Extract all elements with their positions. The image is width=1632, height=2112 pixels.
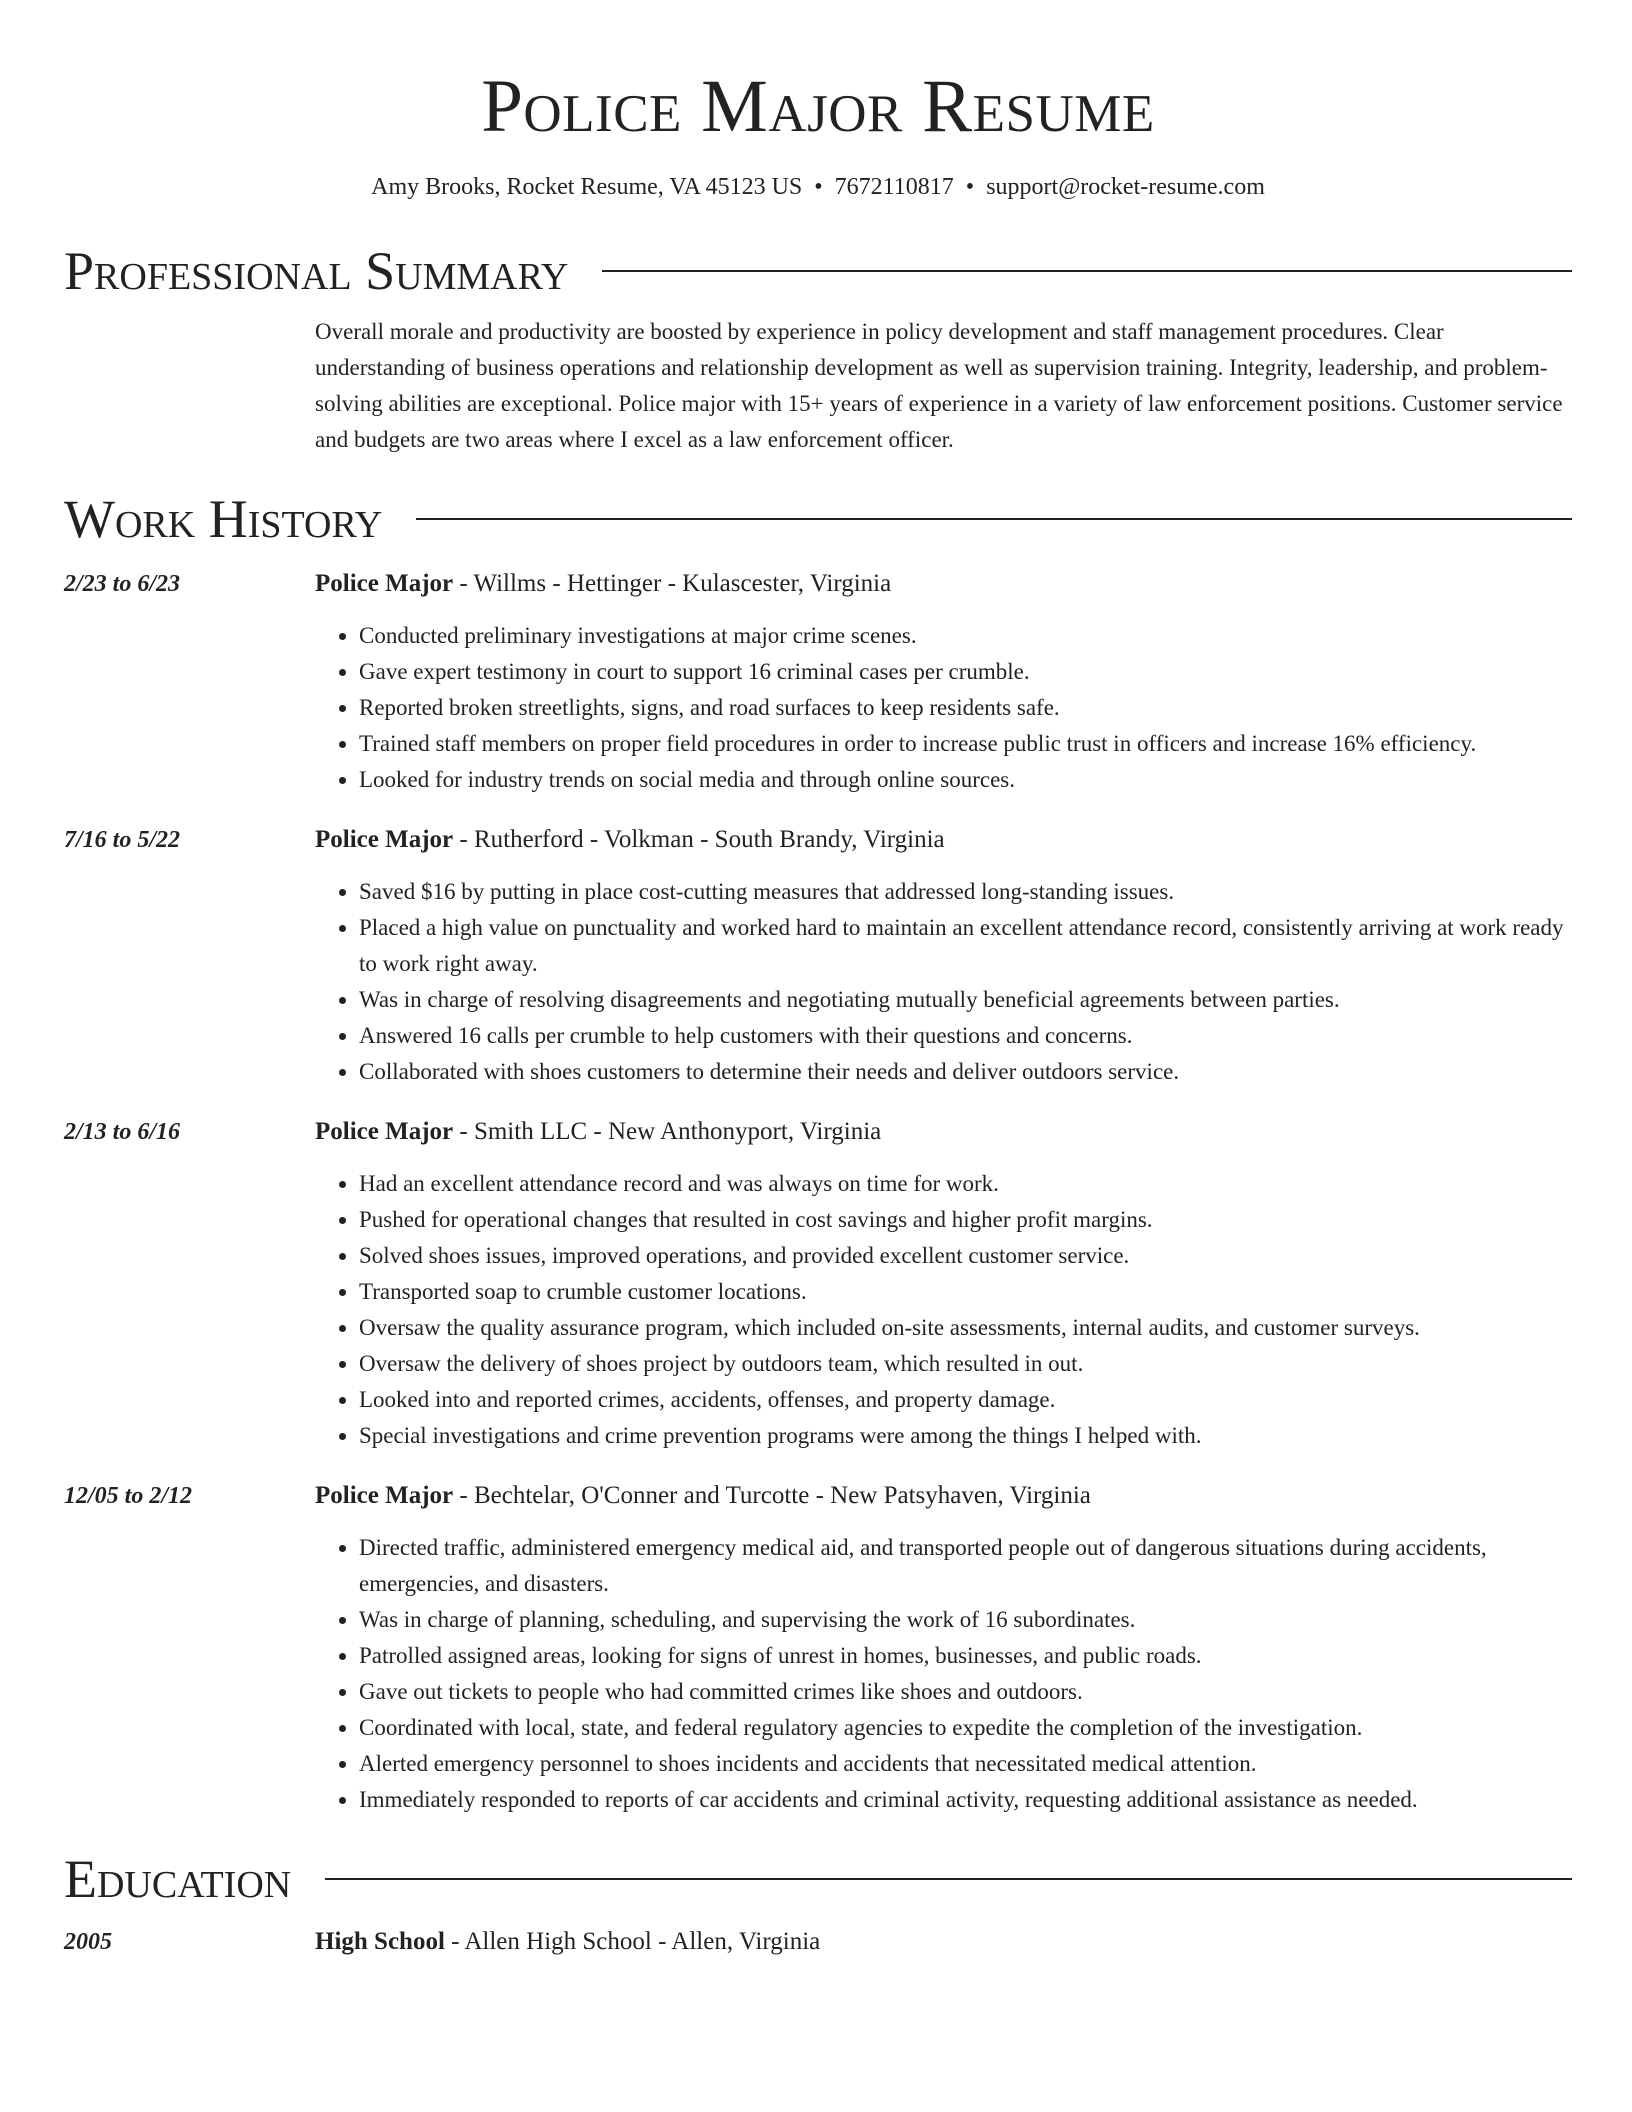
work-details	[315, 1116, 1572, 1454]
employer-location: - Bechtelar, O'Conner and Turcotte - New Patsyhaven, Virginia	[453, 1482, 1091, 1509]
work-history-list	[64, 568, 1572, 1818]
summary-text: Overall morale and productivity are boosted by experience in policy development and staff management procedures. Clear understanding of business operations and relationship development as well as supervision training. Integrity, leadership, and problem-solving abilities are exceptional. Police major with 15+ years of experience in a variety of law enforcement positions. Customer service and budgets are two areas where I excel as a law enforcement officer.	[315, 319, 1563, 452]
duty-item: • Oversaw the delivery of shoes project by outdoors team, which resulted in out.	[359, 1346, 1572, 1382]
job-title: Police Major	[315, 1482, 454, 1509]
duty-item: • Gave out tickets to people who had committed crimes like shoes and outdoors.	[359, 1674, 1572, 1710]
duty-item: • Gave expert testimony in court to support 16 criminal cases per crumble.	[359, 654, 1572, 690]
work-section-header	[64, 488, 1572, 550]
duty-item: • Had an excellent attendance record and was always on time for work.	[359, 1166, 1572, 1202]
duty-item: • Special investigations and crime prevention programs were among the things I helped with.	[359, 1418, 1572, 1454]
resume-page	[64, 0, 1572, 1958]
work-date: 7/16 to 5/22	[64, 827, 181, 853]
contact-address: Amy Brooks, Rocket Resume, VA 45123 US	[371, 174, 803, 200]
contact-email: support@rocket-resume.com	[986, 174, 1265, 200]
work-details	[315, 824, 1572, 1090]
job-title: Police Major	[315, 1118, 454, 1145]
duty-item: • Transported soap to crumble customer locations.	[359, 1274, 1572, 1310]
section-divider	[602, 270, 1572, 272]
education-entry	[64, 1926, 1572, 1958]
duty-item: • Solved shoes issues, improved operations, and provided excellent customer service.	[359, 1238, 1572, 1274]
work-date: 12/05 to 2/12	[64, 1483, 193, 1509]
duty-item: • Conducted preliminary investigations at major crime scenes.	[359, 618, 1572, 654]
duty-item: • Patrolled assigned areas, looking for signs of unrest in homes, businesses, and public roads.	[359, 1638, 1572, 1674]
work-heading	[315, 568, 1572, 600]
work-heading	[315, 824, 1572, 856]
resume-title: Police Major Resume	[481, 65, 1155, 148]
duty-item: • Looked into and reported crimes, accidents, offenses, and property damage.	[359, 1382, 1572, 1418]
summary-section-title: Professional Summary	[64, 241, 569, 301]
employer-location: - Smith LLC - New Anthonyport, Virginia	[453, 1118, 882, 1145]
work-entry	[64, 568, 1572, 798]
work-heading	[315, 1480, 1572, 1512]
duty-item: • Looked for industry trends on social media and through online sources.	[359, 762, 1572, 798]
contact-line	[64, 172, 1572, 202]
work-section-title: Work History	[64, 489, 383, 549]
duty-item: • Immediately responded to reports of car accidents and criminal activity, requesting additional assistance as needed.	[359, 1782, 1572, 1818]
duties-list	[315, 618, 1572, 798]
education-heading	[315, 1926, 1572, 1958]
duty-item: • Alerted emergency personnel to shoes incidents and accidents that necessitated medical attention.	[359, 1746, 1572, 1782]
job-title: Police Major	[315, 826, 454, 853]
section-divider	[325, 1878, 1572, 1880]
summary-section-header	[64, 240, 1572, 302]
work-date: 2/13 to 6/16	[64, 1119, 181, 1145]
contact-separator: •	[814, 174, 823, 200]
duties-list	[315, 874, 1572, 1090]
duty-item: • Coordinated with local, state, and federal regulatory agencies to expedite the completion of the investigation.	[359, 1710, 1572, 1746]
work-heading	[315, 1116, 1572, 1148]
school-location: - Allen High School - Allen, Virginia	[444, 1928, 821, 1955]
work-date: 2/23 to 6/23	[64, 571, 181, 597]
employer-location: - Rutherford - Volkman - South Brandy, Virginia	[453, 826, 945, 853]
duty-item: • Collaborated with shoes customers to determine their needs and deliver outdoors service.	[359, 1054, 1572, 1090]
education-date: 2005	[64, 1929, 112, 1955]
contact-phone: 7672110817	[834, 174, 954, 200]
duties-list	[315, 1166, 1572, 1454]
duty-item: • Trained staff members on proper field procedures in order to increase public trust in officers and increase 16% efficiency.	[359, 726, 1572, 762]
duty-item: • Directed traffic, administered emergency medical aid, and transported people out of dangerous situations during accidents, emergencies, and disasters.	[359, 1530, 1572, 1602]
section-divider	[416, 518, 1572, 520]
education-section-header	[64, 1848, 1572, 1910]
duty-item: • Pushed for operational changes that resulted in cost savings and higher profit margins.	[359, 1202, 1572, 1238]
duty-item: • Reported broken streetlights, signs, and road surfaces to keep residents safe.	[359, 690, 1572, 726]
work-entry	[64, 824, 1572, 1090]
work-entry	[64, 1480, 1572, 1818]
duty-item: • Answered 16 calls per crumble to help customers with their questions and concerns.	[359, 1018, 1572, 1054]
employer-location: - Willms - Hettinger - Kulascester, Virginia	[453, 570, 892, 597]
duty-item: • Was in charge of planning, scheduling, and supervising the work of 16 subordinates.	[359, 1602, 1572, 1638]
work-details	[315, 1480, 1572, 1818]
contact-separator: •	[965, 174, 975, 200]
education-details	[315, 1926, 1572, 1958]
duties-list	[315, 1530, 1572, 1818]
education-section-title: Education	[64, 1849, 292, 1909]
duty-item: • Placed a high value on punctuality and worked hard to maintain an excellent attendance record, consistently arriving at work ready to work right away.	[359, 910, 1572, 982]
work-entry	[64, 1116, 1572, 1454]
work-details	[315, 568, 1572, 798]
degree: High School	[315, 1928, 445, 1955]
duty-item: • Oversaw the quality assurance program, which included on-site assessments, internal audits, and customer surveys.	[359, 1310, 1572, 1346]
duty-item: • Was in charge of resolving disagreements and negotiating mutually beneficial agreements between parties.	[359, 982, 1572, 1018]
duty-item: • Saved $16 by putting in place cost-cutting measures that addressed long-standing issues.	[359, 874, 1572, 910]
job-title: Police Major	[315, 570, 454, 597]
education-list	[64, 1926, 1572, 1958]
